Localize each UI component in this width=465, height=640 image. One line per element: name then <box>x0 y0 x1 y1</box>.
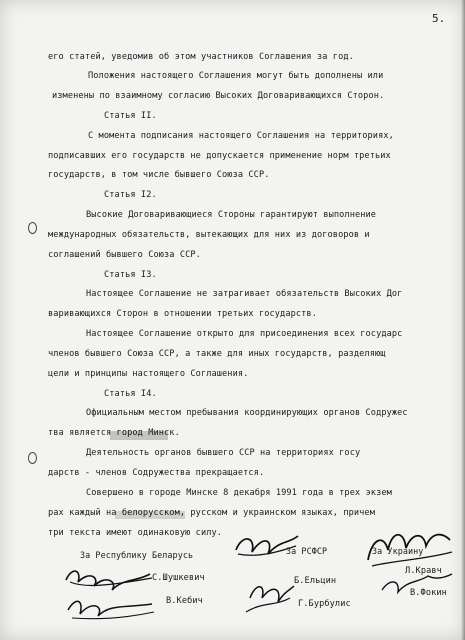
text-line: Совершено в городе Минске 8 декабря 1991 года в трех экзем <box>86 488 392 498</box>
signatory-name: Б.Ельцин <box>294 576 337 586</box>
text-line: тва является город Минск. <box>48 428 180 438</box>
page-number: 5. <box>432 12 446 25</box>
punch-hole-top <box>28 222 37 234</box>
text-line: три текста имеют одинаковую силу. <box>48 528 223 538</box>
text-line: Положения настоящего Соглашения могут быть дополнены или <box>88 71 384 81</box>
signatory-name: Л.Кравч <box>405 566 442 576</box>
text-line: цели и принципы настоящего Соглашения. <box>48 369 249 379</box>
signatory-name: В.Фокин <box>410 588 447 598</box>
signatory-name: Г.Бурбулис <box>298 599 351 609</box>
text-line: Настоящее Соглашение не затрагивает обязательств Высоких Дог <box>86 289 403 299</box>
article-heading: Статья I3. <box>104 270 157 280</box>
signatory-header-rsfsr: За РСФСР <box>286 546 328 556</box>
scan-smudge <box>110 431 168 440</box>
text-line: Настоящее Соглашение открыто для присоединения всех государс <box>86 329 403 339</box>
text-line: С момента подписания настоящего Соглашения на территориях, <box>88 131 394 141</box>
text-line: Официальным местом пребывания координирующих органов Содружес <box>86 408 408 418</box>
scan-smudge <box>115 511 185 519</box>
article-heading: Статья I4. <box>104 389 157 399</box>
text-line: Деятельность органов бывшего ССР на территориях госу <box>86 448 361 458</box>
text-line: международных обязательств, вытекающих для них из договоров и <box>48 230 370 240</box>
text-line: государств, в том числе бывшего Союза ССР. <box>48 170 270 180</box>
text-line: его статей, уведомив об этом участников Соглашения за год. <box>48 52 354 62</box>
signatory-header-ukraine: За Украину <box>372 546 424 556</box>
text-line: дарств - членов Содружества прекращается. <box>48 468 265 478</box>
text-line: рах каждый на белорусском, русском и украинском языках, причем <box>48 508 375 518</box>
text-line: варивающихся Сторон в отношении третьих государств. <box>48 309 317 319</box>
text-line: Высокие Договаривающиеся Стороны гарантируют выполнение <box>86 210 377 220</box>
signatory-header-belarus: За Республику Беларусь <box>80 550 194 560</box>
signatory-name: С.Шушкевич <box>152 573 205 583</box>
punch-hole-bottom <box>28 452 37 464</box>
signatory-name: В.Кебич <box>166 596 203 606</box>
text-line: соглашений бывшего Союза ССР. <box>48 250 201 260</box>
text-line: изменены по взаимному согласию Высоких Договаривающихся Сторон. <box>52 91 385 101</box>
article-heading: Статья II. <box>104 111 157 121</box>
scan-edge-shadow <box>461 0 465 640</box>
signature-shushkevich-scribble <box>60 560 160 630</box>
signature-kravchuk-scribble <box>362 520 454 600</box>
text-line: подписавших его государств не допускается применение норм третьих <box>48 151 391 161</box>
article-heading: Статья I2. <box>104 190 157 200</box>
signature-yeltsin-scribble <box>232 528 302 623</box>
text-line: членов бывшего Союза ССР, а также для иных государств, разделяющ <box>48 349 386 359</box>
